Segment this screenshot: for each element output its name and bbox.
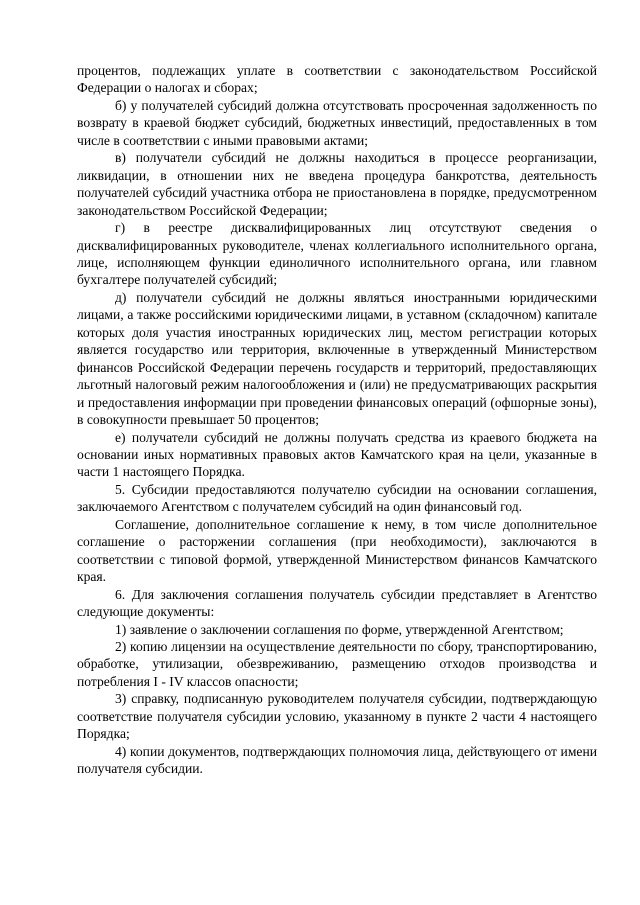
paragraph-list-item-4: 4) копии документов, подтверждающих полномочия лица, действующего от имени получателя субсидии. — [77, 743, 597, 777]
paragraph-list-item-2: 2) копию лицензии на осуществление деятельности по сбору, транспортированию, обработке, утилизации, обезвреживанию, размещению отходов производства и потребления I - IV классов опасности; — [77, 638, 597, 689]
paragraph-item-g: г) в реестре дисквалифицированных лиц отсутствуют сведения о дисквалифицированных руководителе, членах коллегиального исполнительного органа, лице, исполняющем функции единоличного исполнительного органа, или главном бухгалтере получателей субсидий; — [77, 220, 597, 288]
document-body — [77, 62, 597, 778]
paragraph-item-e: е) получатели субсидий не должны получать средства из краевого бюджета на основании иных нормативных правовых актов Камчатского края на цели, указанные в части 1 настоящего Порядка. — [77, 429, 597, 480]
paragraph-agreement: Соглашение, дополнительное соглашение к нему, в том числе дополнительное соглашение о расторжении соглашения (при необходимости), заключаются в соответствии с типовой формой, утвержденной Министерством финансов Камчатского края. — [77, 516, 597, 585]
paragraph-item-b: б) у получателей субсидий должна отсутствовать просроченная задолженность по возврату в краевой бюджет субсидий, бюджетных инвестиций, предоставленных в том числе в соответствии с иными правовыми актами; — [77, 97, 597, 148]
paragraph-item-v: в) получатели субсидий не должны находиться в процессе реорганизации, ликвидации, в отношении них не введена процедура банкротства, деятельность получателей субсидий участника отбора не приостановлена в порядке, предусмотренном законодательством Российской Федерации; — [77, 150, 597, 218]
paragraph-section-6: 6. Для заключения соглашения получатель субсидии представляет в Агентство следующие документы: — [77, 586, 597, 620]
paragraph-section-5: 5. Субсидии предоставляются получателю субсидии на основании соглашения, заключаемого Агентством с получателем субсидий на один финансовый год. — [77, 481, 597, 515]
paragraph-list-item-3: 3) справку, подписанную руководителем получателя субсидии, подтверждающую соответствие получателя субсидии условию, указанному в пункте 2 части 4 настоящего Порядка; — [77, 691, 597, 742]
paragraph-item-d: д) получатели субсидий не должны являться иностранными юридическими лицами, а также российскими юридическими лицами, в уставном (складочном) капитале которых доля участия иностранных юридических лиц, местом регистрации которых является государство или территория, включенные в утвержденный Министерством финансов Российской Федерации перечень государств и территорий, предоставляющих льготный налоговый режим налогообложения и (или) не предусматривающих раскрытия и предоставления информации при проведении финансовых операций (офшорные зоны), в совокупности превышает 50 процентов; — [77, 289, 597, 428]
paragraph-list-item-1: 1) заявление о заключении соглашения по форме, утвержденной Агентством; — [115, 621, 564, 637]
paragraph-continuation: процентов, подлежащих уплате в соответствии с законодательством Российской Федерации о налогах и сборах; — [77, 63, 597, 96]
